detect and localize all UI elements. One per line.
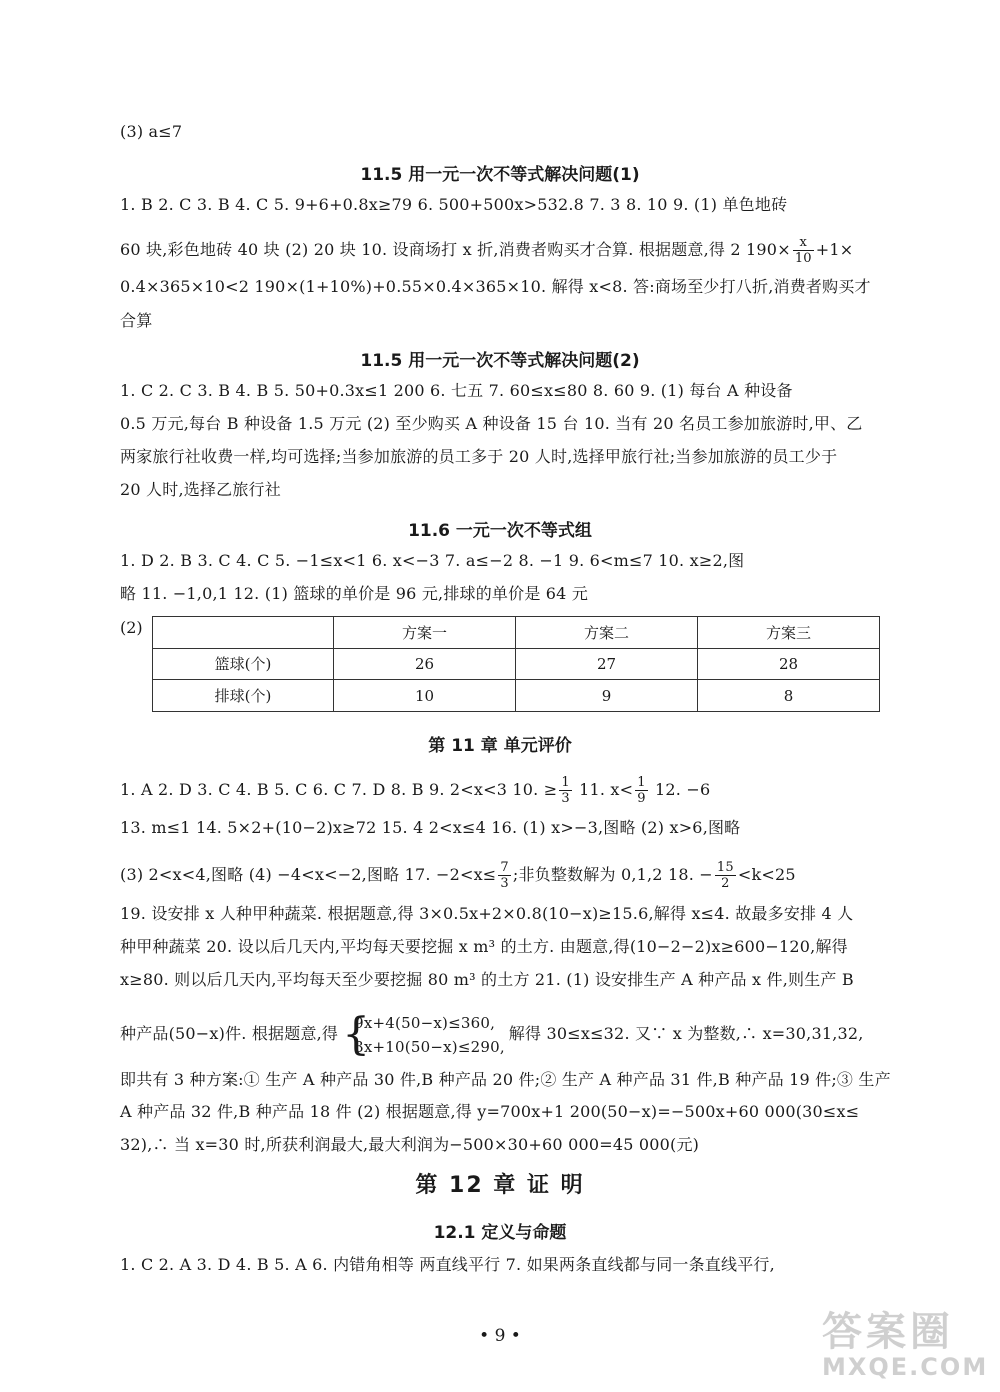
table-cell: 10 <box>334 680 516 712</box>
text-line: 13. m≤1 14. 5×2+(10−2)x≥72 15. 4 2<x≤4 16. (1) x>−3,图略 (2) x>6,图略 <box>120 818 741 837</box>
text-span: <k<25 <box>737 865 796 884</box>
plan-table <box>152 616 880 712</box>
text-line: 两家旅行社收费一样,均可选择;当参加旅游的员工多于 20 人时,选择甲旅行社;当参加旅游的员工少于 <box>120 447 838 466</box>
text-span: 60 块,彩色地砖 40 块 (2) 20 块 10. 设商场打 x 折,消费者购买才合算. 根据题意,得 2 190× <box>120 240 791 259</box>
table-cell: 篮球(个) <box>153 648 334 680</box>
fraction-numerator: 7 <box>500 860 509 875</box>
fraction <box>793 235 814 266</box>
text-span: 解得 30≤x≤32. 又∵ x 为整数,∴ x=30,31,32, <box>508 1024 864 1043</box>
text-span: 种产品(50−x)件. 根据题意,得 <box>120 1024 339 1043</box>
system-row: 9x+4(50−x)≤360, <box>354 1013 496 1032</box>
table-cell: 9 <box>516 680 698 712</box>
text-line: (3) a≤7 <box>120 122 183 141</box>
text-span: 11. x< <box>573 780 634 799</box>
text-line: 1. B 2. C 3. B 4. C 5. 9+6+0.8x≥79 6. 500+500x>532.8 7. 3 8. 10 9. (1) 单色地砖 <box>120 195 788 214</box>
watermark-url: MXQE.COM <box>822 1353 989 1381</box>
fraction-denominator: 10 <box>794 251 812 266</box>
text-line: x≥80. 则以后几天内,平均每天至少要挖掘 80 m³ 的土方 21. (1) 设安排生产 A 种产品 x 件,则生产 B <box>120 970 854 989</box>
text-span: 1. A 2. D 3. C 4. B 5. C 6. C 7. D 8. B 9. 2<x<3 10. ≥ <box>120 780 558 799</box>
inequality-system <box>342 1008 505 1060</box>
table-row <box>153 648 880 680</box>
system-row: 3x+10(50−x)≤290, <box>354 1037 505 1056</box>
table-header-row <box>153 617 880 649</box>
fraction <box>559 775 571 806</box>
table-cell: 排球(个) <box>153 680 334 712</box>
watermark-text: 答案圈 <box>822 1309 954 1355</box>
text-line <box>120 1006 890 1062</box>
fraction-numerator: 15 <box>716 860 734 875</box>
text-line: 32),∴ 当 x=30 时,所获利润最大,最大利润为−500×30+60 000=45 000(元) <box>120 1135 700 1154</box>
text-line: 0.5 万元,每台 B 种设备 1.5 万元 (2) 至少购买 A 种设备 15 台 10. 当有 20 名员工参加旅游时,甲、乙 <box>120 414 863 433</box>
text-span: +1× <box>815 240 854 259</box>
chapter-title: 第 12 章 证 明 <box>415 1173 585 1198</box>
text-span: ;非负整数解为 0,1,2 18. − <box>512 865 713 884</box>
page-number: • 9 • <box>479 1326 521 1346</box>
table-header-cell: 方案三 <box>698 617 880 649</box>
text-line <box>120 235 890 266</box>
text-line: 合算 <box>120 311 153 330</box>
text-line: 1. C 2. A 3. D 4. B 5. A 6. 内错角相等 两直线平行 7. 如果两条直线都与同一条直线平行, <box>120 1255 775 1274</box>
table-header-cell: 方案一 <box>334 617 516 649</box>
fraction-numerator: x <box>793 235 814 251</box>
watermark-logo <box>822 1300 992 1384</box>
section-heading: 第 11 章 单元评价 <box>428 736 572 756</box>
text-line: 种甲种蔬菜 20. 设以后几天内,平均每天要挖掘 x m³ 的土方. 由题意,得(10−2−2)x≥600−120,解得 <box>120 937 848 956</box>
table-cell: 27 <box>516 648 698 680</box>
text-line: 1. C 2. C 3. B 4. B 5. 50+0.3x≤1 200 6. 七五 7. 60≤x≤80 8. 60 9. (1) 每台 A 种设备 <box>120 381 793 400</box>
section-heading: 12.1 定义与命题 <box>433 1223 567 1243</box>
brace-symbol: { <box>342 1008 371 1060</box>
fraction-denominator: 3 <box>500 876 509 891</box>
table-cell: 8 <box>698 680 880 712</box>
fraction <box>498 860 510 891</box>
section-heading: 11.5 用一元一次不等式解决问题(1) <box>360 165 640 185</box>
text-line <box>120 860 890 891</box>
text-line: 20 人时,选择乙旅行社 <box>120 480 281 499</box>
text-line: 0.4×365×10<2 190×(1+10%)+0.55×0.4×365×10. 解得 x<8. 答:商场至少打八折,消费者购买才 <box>120 277 871 296</box>
fraction <box>715 860 736 891</box>
text-line: 即共有 3 种方案:① 生产 A 种产品 30 件,B 种产品 20 件;② 生产 A 种产品 31 件,B 种产品 19 件;③ 生产 <box>120 1070 891 1089</box>
section-heading: 11.5 用一元一次不等式解决问题(2) <box>360 351 640 371</box>
text-span: (3) 2<x<4,图略 (4) −4<x<−2,图略 17. −2<x≤ <box>120 865 497 884</box>
text-span: 12. −6 <box>649 780 711 799</box>
table-header-cell <box>153 617 334 649</box>
text-line: 1. D 2. B 3. C 4. C 5. −1≤x<1 6. x<−3 7. a≤−2 8. −1 9. 6<m≤7 10. x≥2,图 <box>120 551 745 570</box>
text-line: 略 11. −1,0,1 12. (1) 篮球的单价是 96 元,排球的单价是 64 元 <box>120 584 589 603</box>
table-row <box>153 680 880 712</box>
table-header-cell: 方案二 <box>516 617 698 649</box>
table-cell: 28 <box>698 648 880 680</box>
fraction-denominator: 2 <box>721 876 730 891</box>
text-line: 19. 设安排 x 人种甲种蔬菜. 根据题意,得 3×0.5x+2×0.8(10−x)≥15.6,解得 x≤4. 故最多安排 4 人 <box>120 904 854 923</box>
fraction <box>635 775 647 806</box>
text-line: A 种产品 32 件,B 种产品 18 件 (2) 根据题意,得 y=700x+1 200(50−x)=−500x+60 000(30≤x≤ <box>120 1102 860 1121</box>
fraction-numerator: 1 <box>637 775 646 790</box>
table-label: (2) <box>120 618 143 637</box>
text-line <box>120 775 890 806</box>
fraction-denominator: 3 <box>561 791 570 806</box>
fraction-denominator: 9 <box>637 791 646 806</box>
section-heading: 11.6 一元一次不等式组 <box>408 521 592 541</box>
table-cell: 26 <box>334 648 516 680</box>
fraction-numerator: 1 <box>561 775 570 790</box>
